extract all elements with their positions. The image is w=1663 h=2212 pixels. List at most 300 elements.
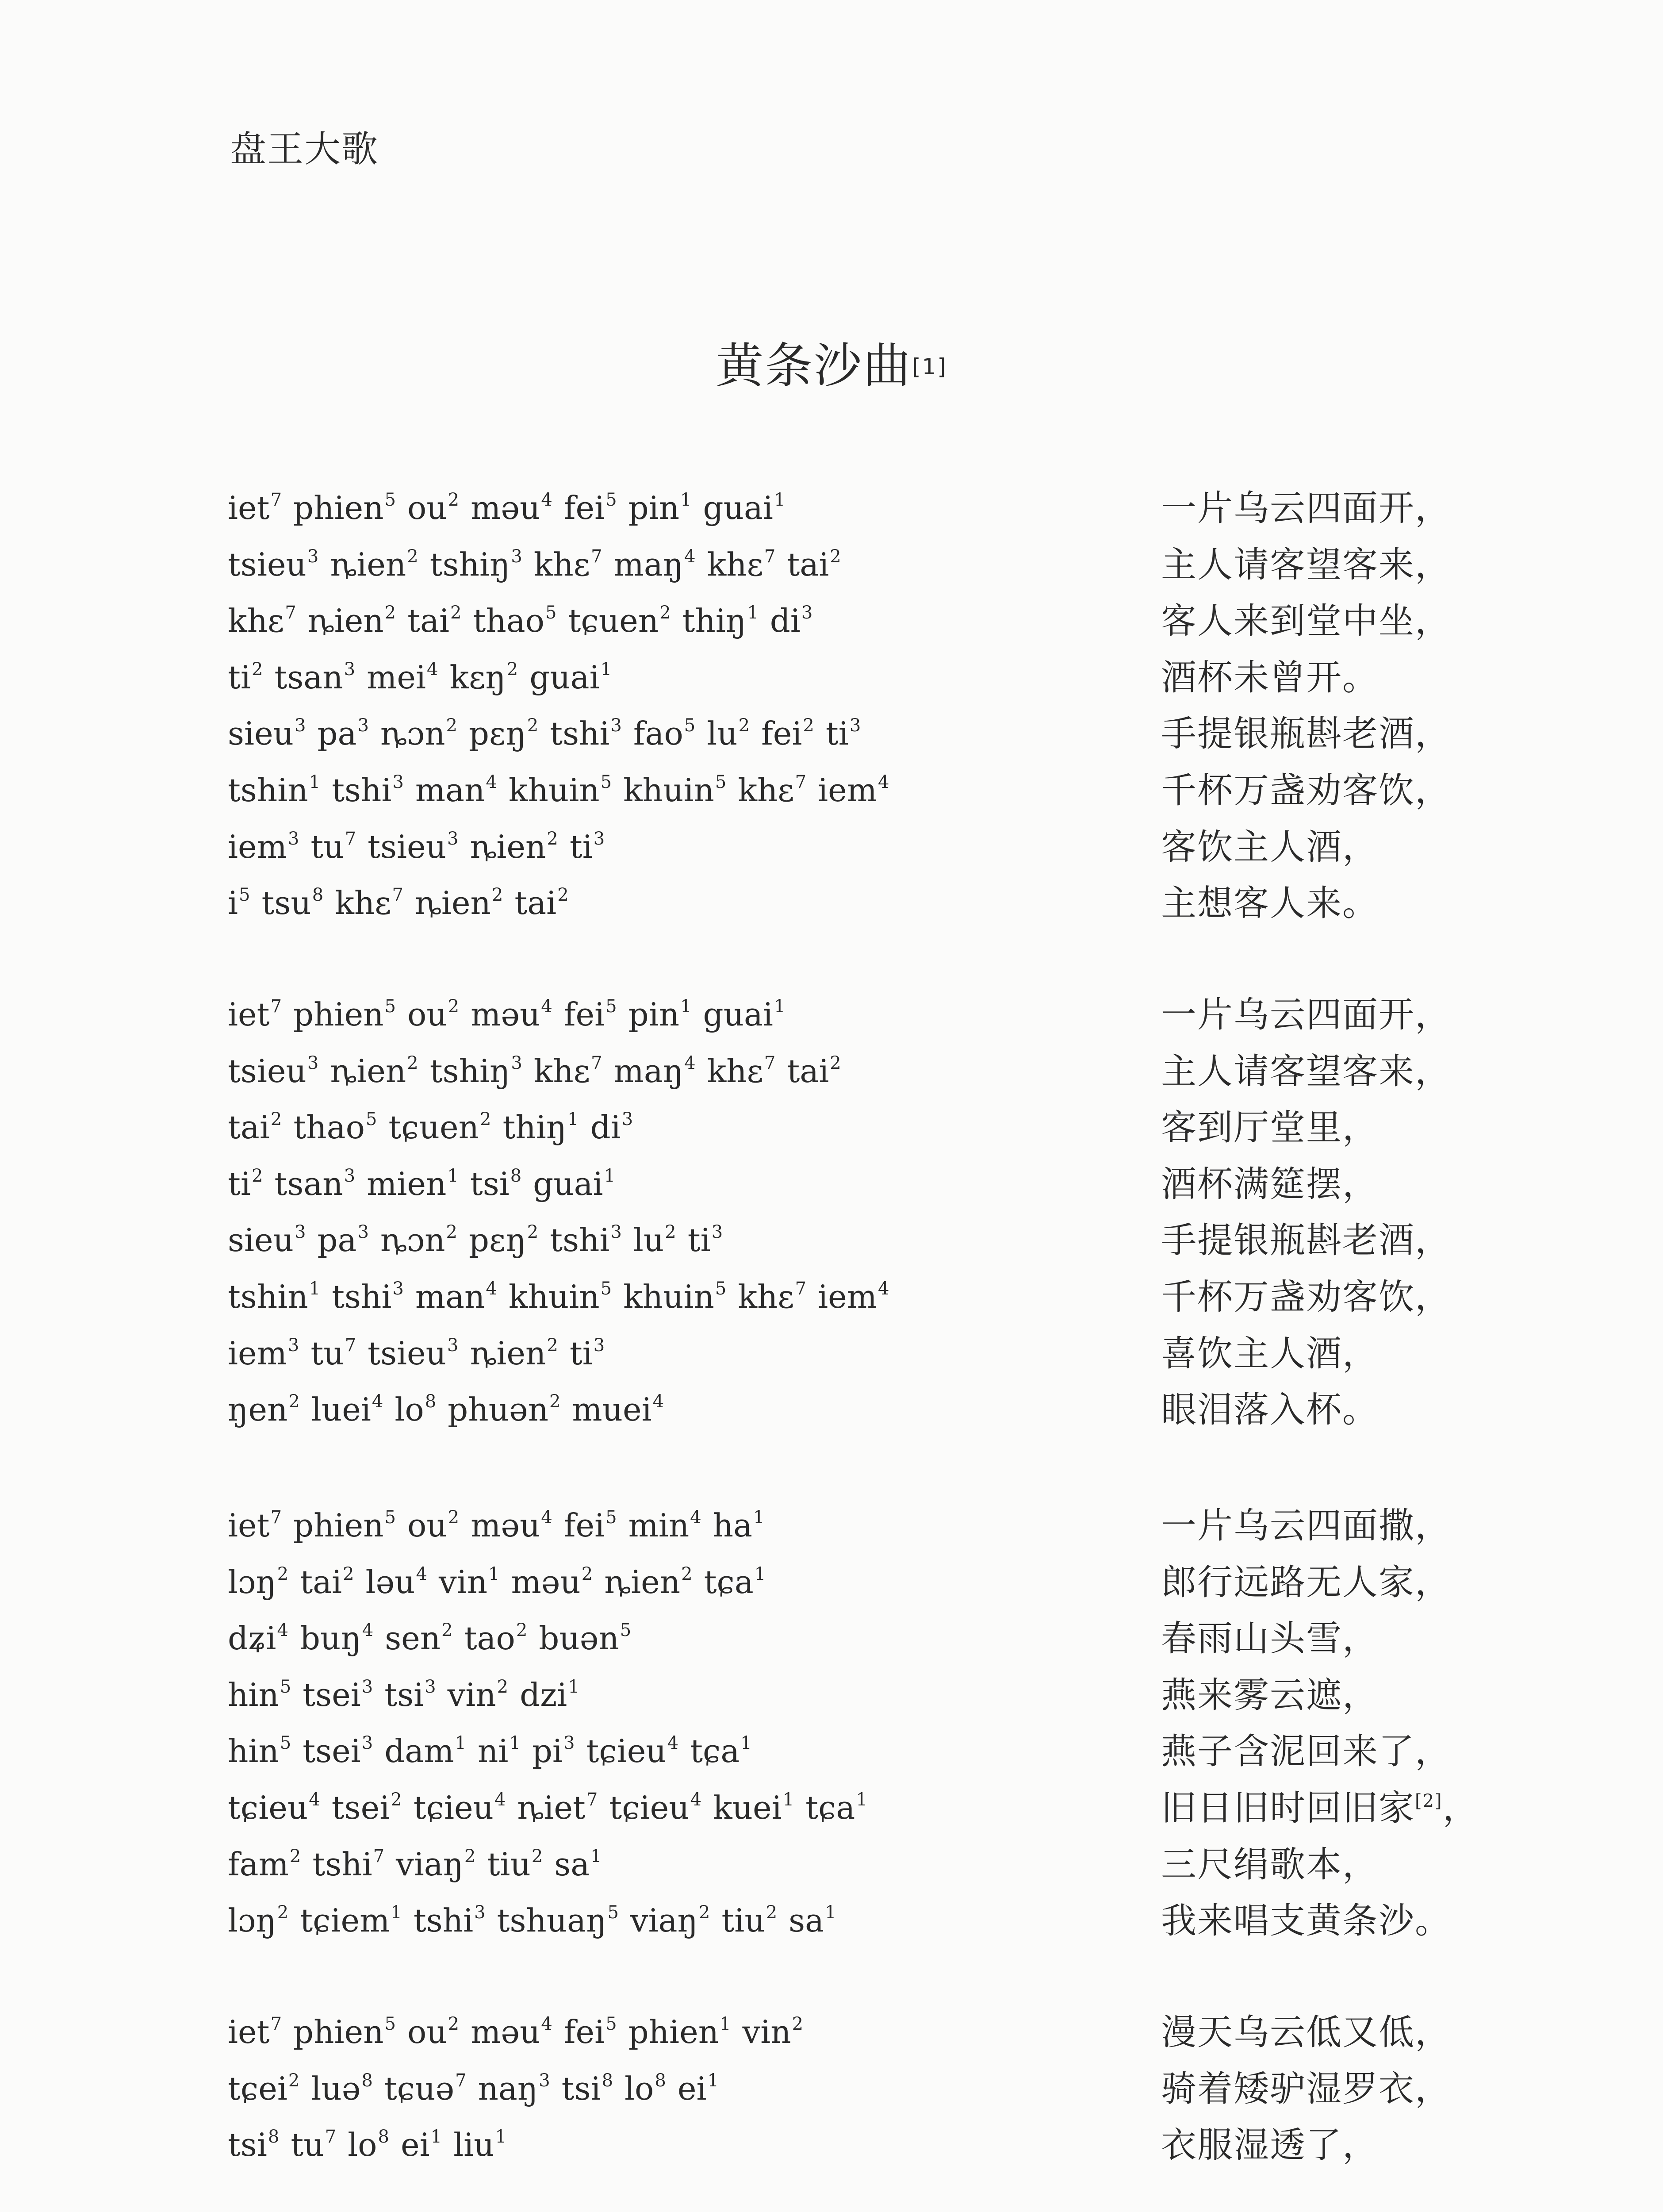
syllable: [805, 1780, 867, 1841]
syllable-text: tiu: [721, 1902, 765, 1939]
tone-number: 2: [270, 1109, 282, 1130]
syllable: [590, 1099, 633, 1161]
romanization: [228, 593, 824, 654]
syllable: [228, 593, 296, 654]
syllable: [453, 2117, 506, 2178]
syllable-text: pin: [628, 489, 680, 526]
tone-number: 3: [307, 546, 319, 567]
translation-text: 主想客人来。: [1161, 883, 1379, 924]
syllable: [509, 1269, 612, 1330]
syllable: [332, 1269, 404, 1330]
syllable-text: khuin: [508, 1278, 600, 1315]
syllable-text: fei: [563, 1507, 605, 1544]
chinese-translation: [1161, 480, 1451, 536]
syllable: [623, 762, 726, 824]
tone-number: 1: [720, 2014, 731, 2034]
tone-number: 2: [343, 1563, 354, 1584]
syllable: [564, 2004, 617, 2066]
syllable-text: guai: [533, 1165, 603, 1202]
syllable-text: lɔŋ: [228, 1902, 276, 1939]
syllable-text: pɛŋ: [468, 715, 526, 753]
syllable: [533, 1156, 615, 1217]
syllable: [625, 2061, 666, 2122]
syllable: [628, 2004, 731, 2066]
tone-number: 1: [600, 659, 612, 680]
tone-number: 4: [362, 1620, 374, 1641]
tone-number: 5: [605, 490, 617, 510]
syllable-text: pɛŋ: [468, 1221, 526, 1259]
syllable-text: ou: [407, 1507, 447, 1544]
tone-number: 8: [425, 1391, 437, 1412]
syllable-text: tsi: [384, 1676, 424, 1713]
syllable: [572, 1382, 664, 1443]
tone-number: 7: [325, 2127, 337, 2147]
verse-line: [0, 2061, 1663, 2117]
syllable: [478, 2061, 550, 2122]
syllable: [293, 1099, 377, 1161]
syllable-text: ŋen: [228, 1391, 288, 1429]
syllable: [228, 1269, 320, 1330]
syllable-text: tsi: [561, 2070, 601, 2107]
syllable-text: sieu: [228, 1221, 294, 1259]
verse-line: [0, 1667, 1663, 1724]
tone-number: 3: [593, 1335, 605, 1356]
tone-number: 3: [361, 1676, 373, 1697]
translation-text: 燕子含泥回来了，: [1161, 1731, 1451, 1772]
tone-number: 3: [392, 1278, 404, 1299]
romanization: [228, 1554, 777, 1616]
tone-number: 4: [541, 490, 552, 510]
syllable: [228, 1780, 320, 1841]
verse-line: [0, 875, 1663, 932]
syllable: [330, 537, 418, 598]
tone-number: 4: [684, 1052, 696, 1073]
syllable: [449, 649, 518, 711]
tone-number: 7: [764, 546, 776, 567]
syllable-text: phien: [293, 996, 384, 1033]
syllable-text: tɕieu: [413, 1789, 494, 1826]
syllable: [303, 1723, 373, 1785]
syllable-text: tsieu: [368, 1334, 447, 1372]
syllable: [707, 706, 750, 767]
syllable: [628, 987, 692, 1048]
tone-number: 1: [309, 772, 321, 792]
syllable-text: tshi: [332, 1278, 392, 1315]
syllable-text: lu: [633, 1221, 664, 1259]
tone-number: 4: [541, 2014, 552, 2034]
romanization: [228, 2004, 815, 2066]
syllable-text: hin: [228, 1676, 279, 1713]
syllable-text: ti: [825, 715, 849, 753]
tone-number: 1: [488, 1563, 500, 1584]
syllable-text: tshin: [228, 771, 308, 809]
syllable-text: ei: [400, 2126, 430, 2164]
tone-number: 2: [448, 996, 460, 1017]
syllable-text: khuin: [623, 1278, 714, 1315]
syllable-text: tu: [291, 2126, 324, 2164]
syllable: [568, 593, 671, 654]
tone-number: 7: [764, 1052, 776, 1073]
syllable-text: buən: [539, 1620, 619, 1657]
tone-number: 1: [753, 1507, 765, 1528]
romanization: [228, 706, 872, 767]
syllable-text: khɛ: [228, 602, 284, 640]
syllable-text: lu: [707, 715, 738, 753]
tone-number: 2: [516, 1620, 528, 1641]
translation-text: 我来唱支黄条沙。: [1161, 1900, 1451, 1942]
tone-number: 4: [541, 1507, 552, 1528]
syllable: [678, 2061, 719, 2122]
syllable: [469, 1212, 538, 1274]
verse-line: [0, 1780, 1663, 1836]
tone-number: 3: [425, 1676, 436, 1697]
syllable-text: min: [628, 1507, 690, 1544]
romanization: [228, 2061, 730, 2122]
tone-number: 2: [384, 603, 396, 623]
tone-number: 1: [604, 1165, 616, 1186]
tone-number: 2: [391, 1789, 402, 1810]
tone-number: 2: [665, 1222, 676, 1243]
tone-number: 3: [294, 715, 306, 736]
tone-number: 2: [446, 1222, 457, 1243]
verse-line: [0, 649, 1663, 706]
syllable-text: ha: [713, 1507, 753, 1544]
tone-number: 2: [288, 1391, 300, 1412]
tone-number: 2: [448, 1507, 460, 1528]
syllable-text: tɕuə: [384, 2070, 455, 2107]
syllable-text: ləu: [365, 1563, 415, 1601]
tone-number: 2: [464, 1846, 476, 1866]
syllable: [633, 1212, 676, 1274]
tone-number: 4: [486, 1278, 497, 1299]
tone-number: 2: [448, 490, 460, 510]
syllable: [368, 1325, 458, 1387]
syllable: [818, 762, 889, 824]
tone-number: 5: [280, 1733, 291, 1754]
syllable: [539, 1610, 631, 1672]
tone-number: 3: [801, 603, 813, 623]
translation-text: 手提银瓶斟老酒，: [1161, 1220, 1451, 1261]
syllable: [633, 706, 695, 767]
tone-number: 2: [479, 1109, 491, 1130]
syllable: [721, 1893, 777, 1954]
chinese-translation: [1161, 762, 1451, 818]
syllable: [380, 706, 457, 767]
chinese-translation: [1161, 593, 1451, 649]
chinese-translation: [1161, 1043, 1451, 1099]
verse-line: [0, 593, 1663, 649]
syllable: [630, 1893, 710, 1954]
syllable: [707, 537, 776, 598]
syllable: [228, 875, 250, 937]
syllable: [564, 1498, 617, 1559]
syllable-text: tɕa: [805, 1789, 855, 1826]
translation-text: 千杯万盏劝客饮，: [1161, 1276, 1451, 1317]
chinese-translation: [1161, 819, 1379, 875]
romanization: [228, 1099, 644, 1161]
chinese-translation: [1161, 2004, 1451, 2060]
syllable-text: məu: [471, 996, 540, 1033]
syllable-text: tai: [228, 1109, 270, 1146]
syllable: [407, 1498, 459, 1559]
syllable-text: fei: [761, 715, 802, 753]
syllable: [228, 1610, 288, 1672]
syllable: [367, 649, 438, 711]
tone-number: 3: [287, 1335, 299, 1356]
romanization: [228, 1723, 763, 1785]
chinese-translation: [1161, 1212, 1451, 1268]
tone-number: 3: [294, 1222, 306, 1243]
syllable: [554, 1836, 602, 1898]
syllable: [293, 2004, 396, 2066]
romanization: [228, 819, 616, 880]
translation-text: 主人请客望客来，: [1161, 1050, 1451, 1092]
tone-number: 4: [426, 659, 438, 680]
syllable: [261, 875, 323, 937]
syllable: [308, 593, 396, 654]
syllable: [497, 1893, 619, 1954]
syllable-text: maŋ: [613, 545, 684, 583]
verse-line: [0, 537, 1663, 593]
tone-number: 2: [766, 1902, 778, 1923]
syllable: [688, 1212, 723, 1274]
tone-number: 7: [373, 1846, 385, 1866]
tone-number: 3: [357, 715, 369, 736]
tone-number: 4: [277, 1620, 288, 1641]
syllable: [514, 875, 568, 937]
tone-number: 4: [652, 1391, 664, 1412]
syllable: [614, 1043, 696, 1105]
syllable: [228, 1043, 318, 1105]
tone-number: 5: [384, 490, 396, 510]
syllable: [348, 2117, 389, 2178]
syllable-text: tu: [310, 1334, 344, 1372]
tone-number: 7: [591, 1052, 602, 1073]
syllable: [713, 1780, 794, 1841]
tone-number: 5: [365, 1109, 377, 1130]
tone-number: 8: [312, 885, 324, 906]
syllable-text: khɛ: [533, 1052, 590, 1090]
syllable: [228, 2061, 299, 2122]
syllable: [310, 1325, 356, 1387]
tone-number: 8: [655, 2070, 666, 2091]
syllable-text: thao: [473, 602, 545, 640]
syllable-text: i: [228, 884, 238, 922]
syllable: [682, 593, 759, 654]
syllable-text: khuin: [508, 771, 600, 809]
syllable: [534, 1043, 602, 1105]
syllable: [614, 537, 696, 598]
syllable-text: ȵien: [604, 1563, 681, 1601]
stanza: [0, 987, 1663, 1438]
syllable: [228, 1723, 291, 1785]
tone-number: 3: [344, 659, 356, 680]
syllable-text: maŋ: [613, 1052, 684, 1090]
syllable: [448, 1382, 560, 1443]
chinese-translation: [1161, 1667, 1379, 1723]
poem-title: [0, 327, 1663, 396]
syllable-text: sieu: [228, 715, 294, 753]
tone-number: 1: [447, 1165, 459, 1186]
tone-number: 5: [715, 772, 727, 792]
syllable-text: tshi: [550, 715, 610, 753]
syllable-text: tsei: [331, 1789, 390, 1826]
tone-number: 7: [270, 490, 282, 510]
syllable: [415, 875, 503, 937]
syllable-text: phien: [293, 1507, 384, 1544]
syllable: [293, 987, 396, 1048]
syllable: [330, 1043, 418, 1105]
tone-number: 1: [856, 1789, 867, 1810]
tone-number: 2: [407, 546, 418, 567]
syllable-text: kɛŋ: [449, 658, 506, 696]
tone-number: 3: [307, 1052, 319, 1073]
syllable-text: tshi: [312, 1845, 372, 1883]
tone-number: 2: [277, 1902, 289, 1923]
syllable-text: iem: [818, 771, 877, 809]
translation-text: 一片乌云四面开，: [1161, 994, 1451, 1035]
syllable: [609, 1780, 701, 1841]
stanza: [0, 480, 1663, 932]
syllable-text: ȵɔn: [380, 1221, 445, 1259]
tone-number: 1: [707, 2070, 719, 2091]
syllable-text: iem: [228, 828, 287, 865]
syllable: [407, 480, 459, 541]
tone-number: 7: [795, 1278, 807, 1299]
tone-number: 2: [527, 1222, 539, 1243]
tone-number: 4: [878, 772, 889, 792]
syllable-text: iem: [818, 1278, 877, 1315]
chinese-translation: [1161, 875, 1379, 931]
syllable: [534, 537, 602, 598]
syllable: [407, 593, 461, 654]
tone-number: 8: [361, 2070, 373, 2091]
syllable-text: tiu: [487, 1845, 531, 1883]
translation-text: 旧日旧时回旧家: [1161, 1787, 1415, 1828]
syllable-text: hin: [228, 1732, 279, 1770]
syllable: [473, 593, 556, 654]
syllable: [414, 1780, 506, 1841]
chinese-translation: [1161, 1780, 1479, 1843]
syllable: [439, 1554, 500, 1616]
tone-number: 4: [667, 1733, 679, 1754]
tone-number: 5: [605, 2014, 617, 2034]
syllable-text: di: [590, 1109, 621, 1146]
tone-number: 3: [447, 828, 459, 849]
syllable: [228, 537, 318, 598]
syllable-text: kuei: [713, 1789, 782, 1826]
tone-number: 8: [602, 2070, 613, 2091]
syllable-text: tshiŋ: [429, 545, 510, 583]
tone-number: 5: [607, 1902, 619, 1923]
syllable-text: lo: [348, 2126, 377, 2164]
syllable: [469, 706, 538, 767]
syllable: [743, 2004, 804, 2066]
tone-number: 1: [391, 1902, 402, 1923]
stanza: [0, 2004, 1663, 2174]
syllable: [520, 1667, 579, 1728]
syllable: [228, 1554, 288, 1616]
verse-line: [0, 1836, 1663, 1893]
verse-line: [0, 819, 1663, 876]
syllable: [478, 1723, 521, 1785]
romanization: [228, 1667, 591, 1728]
syllable-text: fao: [633, 715, 683, 753]
tone-number: 2: [531, 1846, 543, 1866]
poem-title-text: 黄条沙曲: [716, 338, 912, 394]
syllable-text: ou: [407, 996, 447, 1033]
syllable-text: tshi: [550, 1221, 610, 1259]
tone-number: 2: [803, 715, 814, 736]
tone-number: 2: [450, 603, 462, 623]
tone-number: 1: [740, 1733, 752, 1754]
tone-number: 1: [590, 1846, 602, 1866]
syllable-text: iet: [228, 2013, 270, 2051]
tone-number: 2: [830, 1052, 841, 1073]
tone-number: 2: [681, 1563, 693, 1584]
syllable-text: iem: [228, 1334, 287, 1372]
verse-line: [0, 1382, 1663, 1438]
tone-number: 4: [690, 1507, 701, 1528]
syllable: [228, 480, 282, 541]
chinese-translation: [1161, 1554, 1451, 1610]
syllable: [470, 1325, 558, 1387]
syllable-text: ti: [569, 1334, 593, 1372]
syllable-text: naŋ: [478, 2070, 538, 2107]
syllable-text: liu: [453, 2126, 494, 2164]
syllable: [517, 1780, 598, 1841]
tone-number: 4: [690, 1789, 702, 1810]
syllable: [787, 537, 841, 598]
syllable-text: tɕieu: [228, 1789, 308, 1826]
syllable: [274, 649, 355, 711]
syllable: [368, 819, 458, 880]
syllable-text: fei: [563, 2013, 605, 2051]
syllable-text: luə: [311, 2070, 361, 2107]
syllable-text: sa: [789, 1902, 824, 1939]
syllable: [407, 2004, 459, 2066]
syllable: [471, 480, 552, 541]
syllable-text: tɕuen: [568, 602, 659, 640]
syllable: [384, 2061, 467, 2122]
tone-number: 4: [684, 546, 696, 567]
chinese-translation: [1161, 1325, 1379, 1382]
syllable-text: sen: [385, 1620, 441, 1657]
tone-number: 5: [684, 715, 696, 736]
verse-line: [0, 2004, 1663, 2061]
verse-line: [0, 706, 1663, 762]
tone-number: 7: [270, 2014, 282, 2034]
syllable: [430, 1043, 522, 1105]
syllable-text: vin: [742, 2013, 791, 2051]
syllable: [300, 1893, 402, 1954]
tone-number: 8: [510, 1165, 522, 1186]
syllable-text: viaŋ: [630, 1902, 698, 1939]
syllable: [274, 1156, 355, 1217]
syllable: [293, 1498, 396, 1559]
tone-number: 5: [600, 772, 612, 792]
tone-number: 2: [581, 1563, 593, 1584]
syllable-text: tsieu: [228, 1052, 307, 1090]
syllable-text: tɕuen: [388, 1109, 479, 1146]
translation-text: 眼泪落入杯。: [1161, 1389, 1379, 1431]
footnote-marker: [2]: [1415, 1790, 1443, 1811]
tone-number: 2: [698, 1902, 710, 1923]
syllable: [471, 987, 552, 1048]
syllable-text: dzi: [520, 1676, 567, 1713]
syllable-text: mei: [367, 658, 426, 696]
syllable: [228, 1099, 282, 1161]
